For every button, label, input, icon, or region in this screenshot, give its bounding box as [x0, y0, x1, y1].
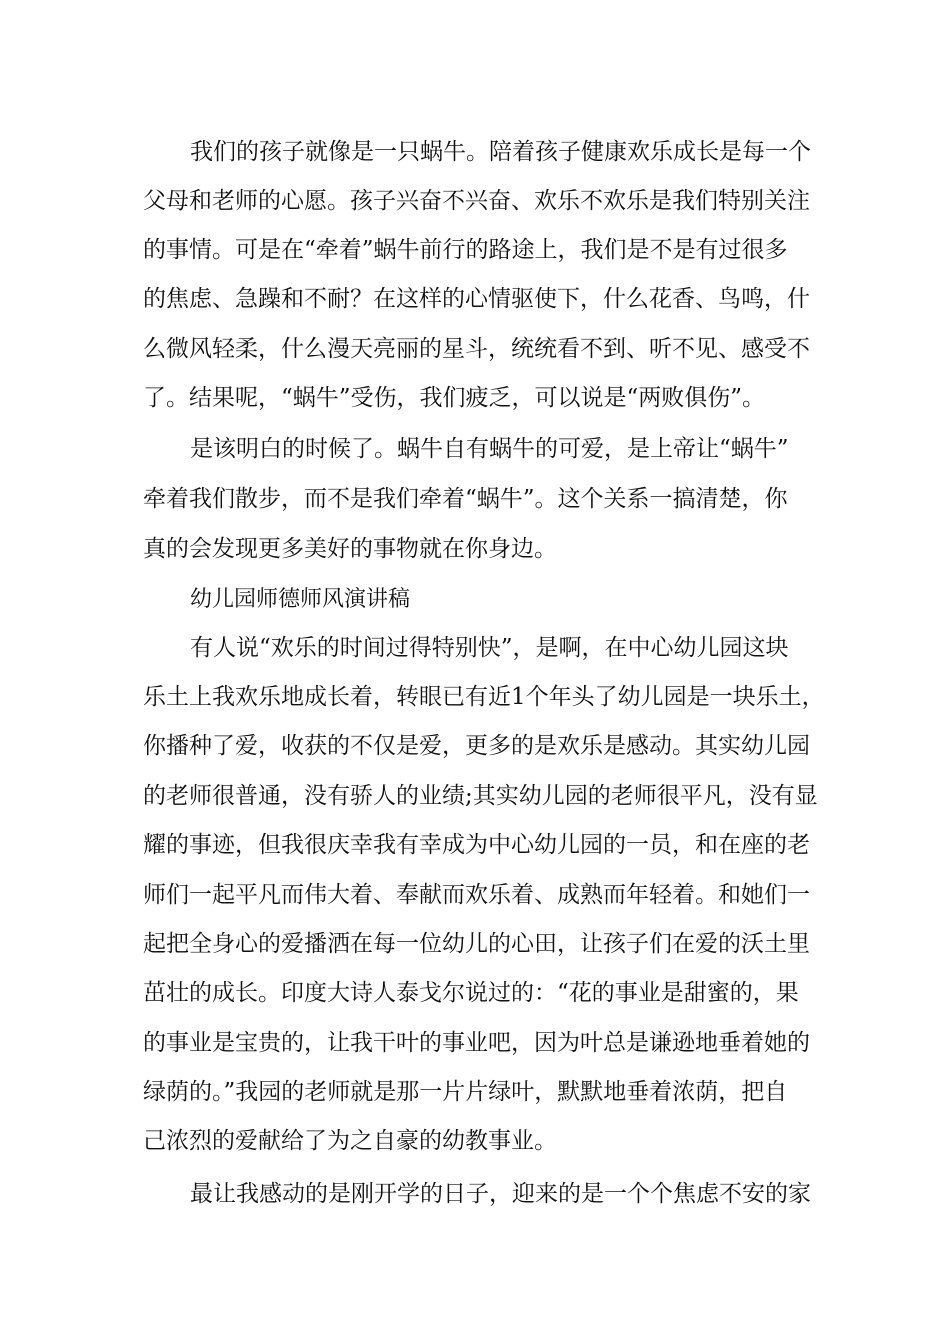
- paragraph-line: 的事业是宝贵的，让我干叶的事业吧，因为叶总是谦逊地垂着她的: [143, 1030, 810, 1056]
- paragraph-line: 最让我感动的是刚开学的日子，迎来的是一个个焦虑不安的家: [190, 1181, 811, 1207]
- paragraph-line: 是该明白的时候了。蜗牛自有蜗牛的可爱，是上帝让“蜗牛”: [190, 436, 789, 462]
- paragraph-line: 茁壮的成长。印度大诗人泰戈尔说过的：“花的事业是甜蜜的，果: [143, 980, 799, 1006]
- paragraph-line: 的事情。可是在“牵着”蜗牛前行的路途上，我们是不是有过很多: [143, 237, 788, 263]
- paragraph-line: 你播种了爱，收获的不仅是爱，更多的是欢乐是感动。其实幼儿园: [143, 733, 810, 759]
- paragraph-line: 己浓烈的爱献给了为之自豪的幼教事业。: [143, 1128, 557, 1154]
- paragraph-line: 乐土上我欢乐地成长着，转眼已有近1个年头了幼儿园是一块乐土，: [143, 684, 825, 710]
- section-heading: 幼儿园师德师风演讲稿: [190, 587, 411, 612]
- paragraph-line: 牵着我们散步，而不是我们牵着“蜗牛”。这个关系一搞清楚，你: [143, 486, 788, 512]
- paragraph-line: 的焦虑、急躁和不耐？在这样的心情驱使下，什么花香、鸟鸣，什: [143, 286, 810, 312]
- paragraph-line: 起把全身心的爱播洒在每一位幼儿的心田，让孩子们在爱的沃土里: [143, 931, 810, 957]
- paragraph-line: 师们一起平凡而伟大着、奉献而欢乐着、成熟而年轻着。和她们一: [143, 882, 810, 908]
- paragraph-line: 我们的孩子就像是一只蜗牛。陪着孩子健康欢乐成长是每一个: [190, 139, 811, 165]
- paragraph-line: 耀的事迹，但我很庆幸我有幸成为中心幼儿园的一员，和在座的老: [143, 832, 810, 858]
- paragraph-line: 有人说“欢乐的时间过得特别快”，是啊，在中心幼儿园这块: [190, 635, 789, 661]
- paragraph-line: 么微风轻柔，什么漫天亮丽的星斗，统统看不到、听不见、感受不: [143, 336, 810, 362]
- paragraph-line: 绿荫的。”我园的老师就是那一片片绿叶，默默地垂着浓荫，把自: [143, 1079, 788, 1105]
- paragraph-line: 父母和老师的心愿。孩子兴奋不兴奋、欢乐不欢乐是我们特别关注: [143, 188, 810, 214]
- paragraph-line: 了。结果呢，“蜗牛”受伤，我们疲乏，可以说是“两败俱伤”。: [143, 385, 766, 411]
- paragraph-line: 真的会发现更多美好的事物就在你身边。: [143, 536, 557, 562]
- paragraph-line: 的老师很普通，没有骄人的业绩;其实幼儿园的老师很平凡，没有显: [143, 783, 818, 809]
